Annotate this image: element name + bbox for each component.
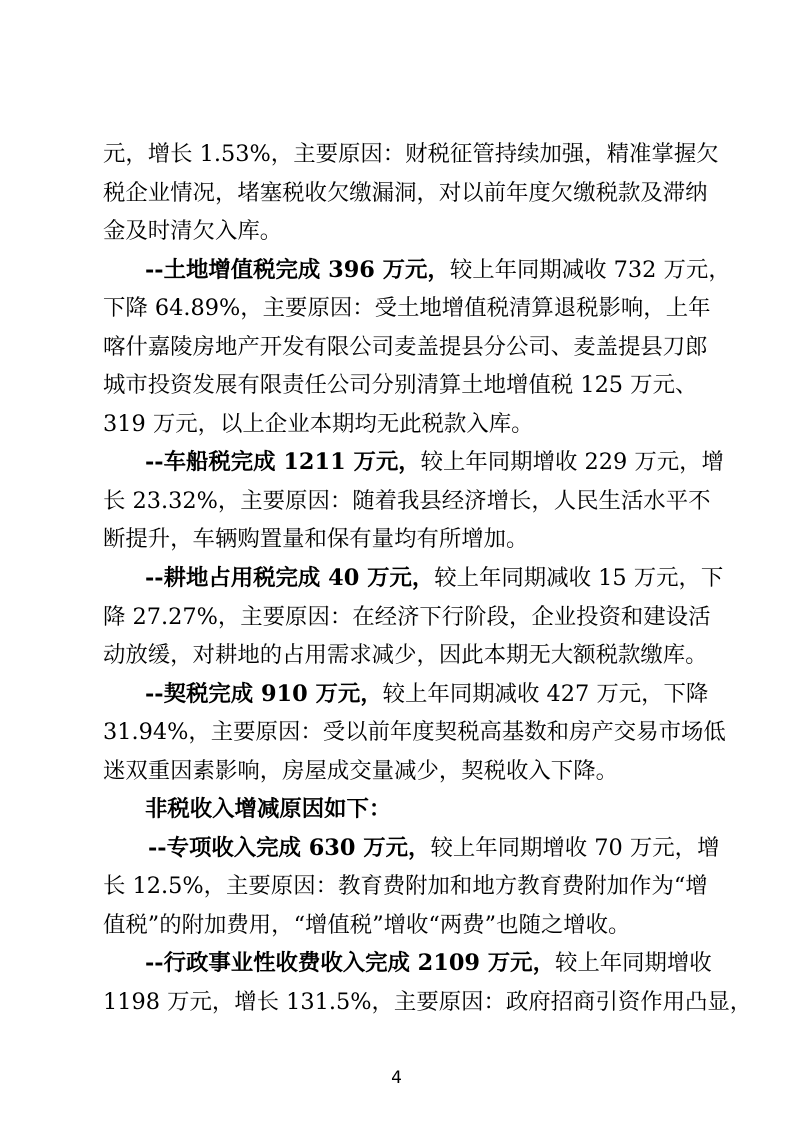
paragraph-line: 断提升，车辆购置量和保有量均有所增加。: [103, 526, 529, 552]
section-heading: 非税收入增减原因如下：: [145, 796, 392, 822]
item-heading: --耕地占用税完成 40 万元，: [145, 565, 435, 591]
item-text: 较上年同期增收 70 万元，增: [430, 835, 720, 861]
item-text: 较上年同期减收 732 万元，: [449, 257, 731, 283]
item-text: 较上年同期减收 427 万元，下降: [382, 681, 709, 707]
item-heading: --专项收入完成 630 万元，: [148, 835, 431, 861]
paragraph-line: 动放缓，对耕地的占用需求减少，因此本期无大额税款缴库。: [103, 642, 708, 668]
paragraph-first-line: [145, 674, 709, 714]
paragraph-line: 319 万元，以上企业本期均无此税款入库。: [103, 411, 534, 437]
item-heading: --契税完成 910 万元，: [145, 681, 383, 707]
paragraph-line: 31.94%，主要原因：受以前年度契税高基数和房产交易市场低: [103, 719, 726, 745]
item-text: 较上年同期增收: [554, 950, 712, 976]
paragraph-line: 长 12.5%，主要原因：教育费附加和地方教育费附加作为“增: [103, 873, 708, 899]
paragraph-first-line: [148, 828, 720, 868]
paragraph-first-line: [145, 943, 712, 983]
paragraph-line: 值税”的附加费用，“增值税”增收“两费”也随之增收。: [103, 912, 631, 938]
item-heading: --行政事业性收费收入完成 2109 万元，: [145, 950, 555, 976]
item-heading: --车船税完成 1211 万元，: [145, 449, 421, 475]
paragraph-line: 迷双重因素影响，房屋成交量减少，契税收入下降。: [103, 758, 618, 784]
paragraph-line: 城市投资发展有限责任公司分别清算土地增值税 125 万元、: [103, 372, 698, 398]
paragraph-first-line: [145, 442, 724, 482]
paragraph-line: 税企业情况，堵塞税收欠缴漏洞，对以前年度欠缴税款及滞纳: [103, 180, 708, 206]
paragraph-first-line: [145, 558, 724, 598]
paragraph-line: 元，增长 1.53%，主要原因：财税征管持续加强，精准掌握欠: [103, 141, 719, 167]
paragraph-first-line: [145, 250, 731, 290]
item-text: 较上年同期增收 229 万元，增: [420, 449, 724, 475]
paragraph-line: 1198 万元，增长 131.5%，主要原因：政府招商引资作用凸显，: [103, 989, 753, 1015]
paragraph-line: 降 27.27%，主要原因：在经济下行阶段，企业投资和建设活: [103, 604, 711, 630]
page-number: 4: [391, 1068, 402, 1088]
paragraph-line: 喀什嘉陵房地产开发有限公司麦盖提县分公司、麦盖提县刀郎: [103, 334, 708, 360]
item-text: 较上年同期减收 15 万元，下: [434, 565, 724, 591]
paragraph-line: 金及时清欠入库。: [103, 218, 283, 244]
item-heading: --土地增值税完成 396 万元，: [145, 257, 450, 283]
paragraph-line: 长 23.32%，主要原因：随着我县经济增长，人民生活水平不: [103, 488, 711, 514]
paragraph-line: 下降 64.89%，主要原因：受土地增值税清算退税影响，上年: [103, 295, 711, 321]
